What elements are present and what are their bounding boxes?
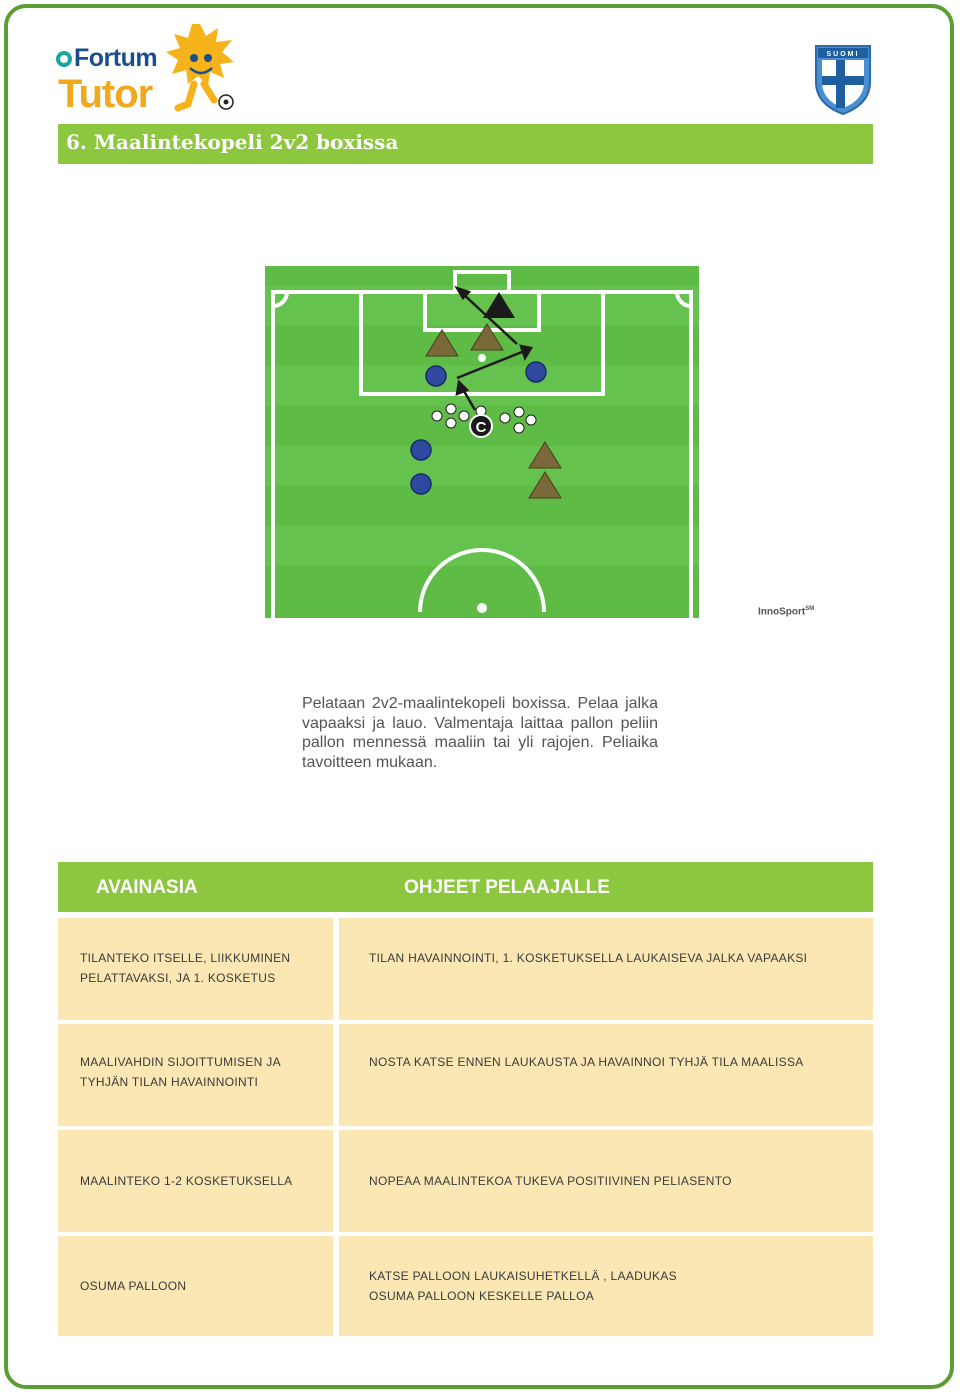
row-2-guide-line-1: NOSTA KATSE ENNEN LAUKAUSTA JA HAVAINNOI TYHJÄ TILA MAALISSA (369, 1055, 804, 1069)
row-1-key-line-2: PELATTAVAKSI, JA 1. KOSKETUS (80, 971, 276, 985)
row-4-key-line-1: OSUMA PALLOON (80, 1279, 187, 1293)
innosport-mark: SM (805, 606, 815, 612)
table-row-3-guide (339, 1130, 873, 1232)
row-2-key-line-1: MAALIVAHDIN SIJOITTUMISEN JA (80, 1055, 281, 1069)
header-ohjeet: OHJEET PELAAJALLE (404, 877, 610, 898)
crest-text: SUOMI (826, 51, 860, 58)
table-row-1-guide (339, 918, 873, 1020)
innosport-text: InnoSport (758, 606, 806, 618)
innosport-credit (758, 606, 814, 617)
suomi-crest-icon (814, 42, 872, 116)
pitch-diagram (265, 266, 699, 618)
header-avainasia: AVAINASIA (96, 877, 198, 898)
page-title-bar (58, 124, 873, 164)
table-row-3-key (58, 1130, 333, 1232)
fortum-text: Fortum (74, 44, 158, 72)
row-1-key-line-1: TILANTEKO ITSELLE, LIIKKUMINEN (80, 951, 291, 965)
table-row-4-guide (339, 1236, 873, 1336)
fortum-ring-icon (56, 51, 72, 67)
table-row-2-key (58, 1024, 333, 1126)
table-row-4-key (58, 1236, 333, 1336)
row-2-key-line-2: TYHJÄN TILAN HAVAINNOINTI (80, 1075, 259, 1089)
page-title: 6. Maalintekopeli 2v2 boxissa (66, 130, 399, 154)
row-1-guide-line-1: TILAN HAVAINNOINTI, 1. KOSKETUKSELLA LAUKAISEVA JALKA VAPAAKSI (369, 951, 808, 965)
row-4-guide-line-2: OSUMA PALLOON KESKELLE PALLOA (369, 1289, 595, 1303)
mascot-icon (164, 22, 236, 117)
exercise-description: Pelataan 2v2-maalintekopeli boxissa. Pelaa jalka vapaaksi ja lauo. Valmentaja laittaa pallon peliin pallon mennessä maaliin tai yli rajojen. Peliaika tavoitteen mukaan. (302, 695, 658, 771)
row-3-key-line-1: MAALINTEKO 1-2 KOSKETUKSELLA (80, 1174, 293, 1188)
row-3-guide-line-1: NOPEAA MAALINTEKOA TUKEVA POSITIIVINEN PELIASENTO (369, 1174, 732, 1188)
table-row-1-key (58, 918, 333, 1020)
fortum-wordmark (56, 44, 157, 73)
table-header (58, 862, 873, 912)
row-4-guide-line-1: KATSE PALLOON LAUKAISUHETKELLÄ , LAADUKAS (369, 1269, 677, 1283)
fortum-tutor-logo (56, 22, 236, 122)
coach-label: C (475, 419, 487, 436)
table-row-2-guide (339, 1024, 873, 1126)
tutor-wordmark: Tutor (58, 72, 153, 116)
